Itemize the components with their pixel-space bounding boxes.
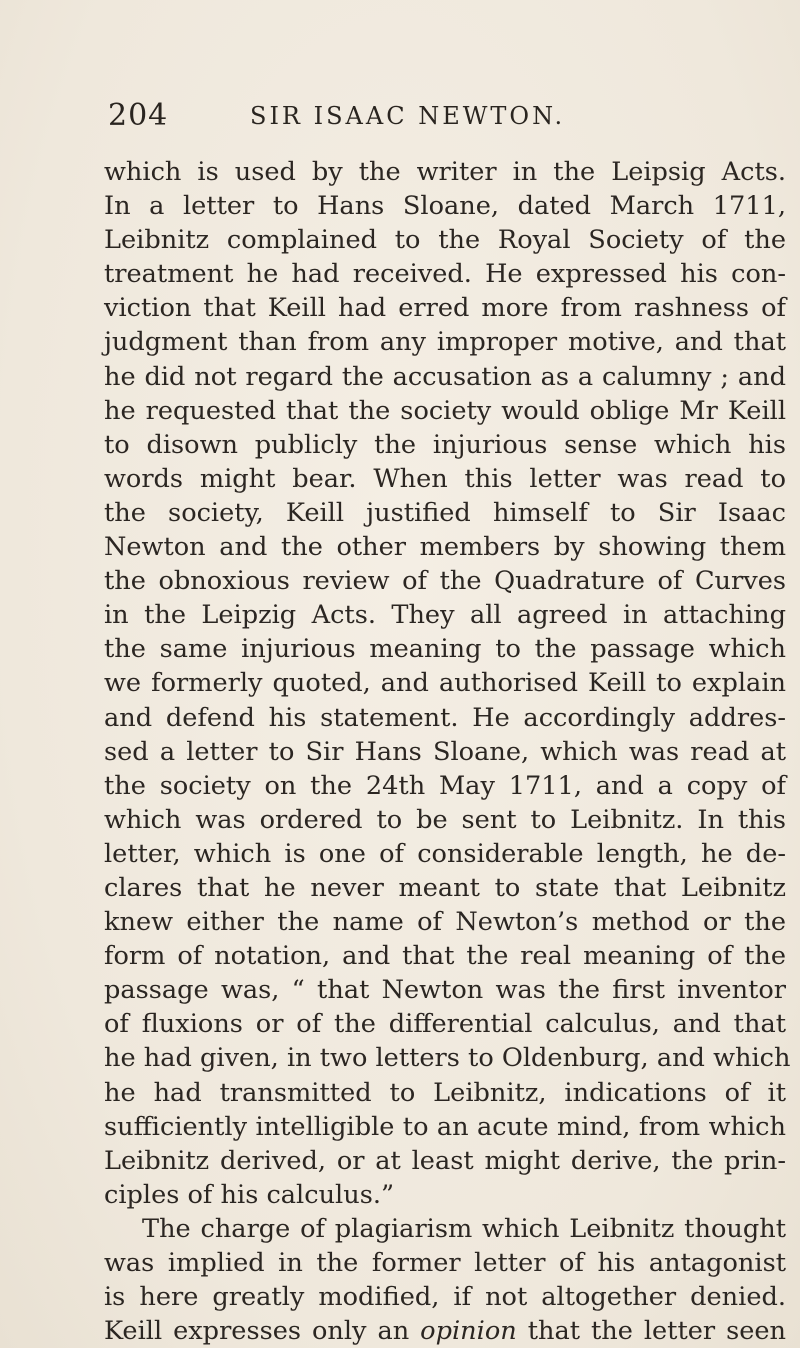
running-head: SIR ISAAC NEWTON. (250, 102, 566, 130)
text-line: treatment he had received. He expressed his con- (104, 259, 786, 290)
text-line: Leibnitz complained to the Royal Society of the (104, 225, 786, 256)
text-line: is here greatly modified, if not altogether denied. (104, 1282, 786, 1313)
text-line: in the Leipzig Acts. They all agreed in attaching (104, 600, 786, 631)
page-number: 204 (108, 98, 169, 133)
text-line: he had transmitted to Leibnitz, indications of it (104, 1077, 786, 1108)
body-text (104, 155, 791, 1348)
text-line: which was ordered to be sent to Leibnitz. In this (104, 804, 786, 835)
text-line: to disown publicly the injurious sense which his (104, 429, 786, 460)
text-line: he requested that the society would oblige Mr Keill (104, 395, 786, 426)
italic-word: opinion (420, 1316, 517, 1347)
text-line: the society on the 24th May 1711, and a copy of (104, 770, 786, 801)
text-line: Newton and the other members by showing them (104, 532, 786, 563)
text-line: In a letter to Hans Sloane, dated March 1711, (104, 191, 786, 222)
text-line: which is used by the writer in the Leipsig Acts. (104, 157, 786, 187)
text-line: he had given, in two letters to Oldenburg, and which (104, 1043, 791, 1074)
text-line: Leibnitz derived, or at least might derive, the prin- (104, 1145, 786, 1176)
text-line: judgment than from any improper motive, and that (104, 327, 786, 358)
text-line: the obnoxious review of the Quadrature of Curves (104, 566, 786, 597)
text-line: viction that Keill had erred more from rashness of (104, 293, 786, 324)
paragraph-start-line: The charge of plagiarism which Leibnitz thought (142, 1213, 786, 1244)
paragraph-end-line: ciples of his calculus.” (104, 1179, 395, 1210)
page-header (108, 98, 748, 138)
text-run: that the letter seen (527, 1316, 786, 1347)
text-line: words might bear. When this letter was read to (104, 463, 786, 494)
text-line: form of notation, and that the real meaning of the (104, 941, 786, 972)
text-line: he did not regard the accusation as a calumny ; and (104, 361, 786, 392)
text-line: clares that he never meant to state that Leibnitz (104, 872, 786, 903)
text-line: the society, Keill justified himself to Sir Isaac (104, 497, 786, 528)
text-line: passage was, “ that Newton was the first inventor (104, 975, 786, 1006)
text-line: the same injurious meaning to the passage which (104, 634, 786, 665)
text-line: knew either the name of Newton’s method or the (104, 907, 786, 938)
text-line: of fluxions or of the differential calculus, and that (104, 1009, 786, 1040)
text-line: sufficiently intelligible to an acute mind, from which (104, 1111, 786, 1142)
text-run: Keill expresses only an (104, 1316, 410, 1347)
text-line: and defend his statement. He accordingly addres- (104, 702, 786, 733)
text-line: we formerly quoted, and authorised Keill to explain (104, 668, 786, 699)
text-line: was implied in the former letter of his antagonist (104, 1248, 786, 1278)
text-line: letter, which is one of considerable length, he de- (104, 838, 786, 869)
text-line-final (104, 1314, 786, 1348)
text-line: sed a letter to Sir Hans Sloane, which was read at (104, 736, 786, 767)
